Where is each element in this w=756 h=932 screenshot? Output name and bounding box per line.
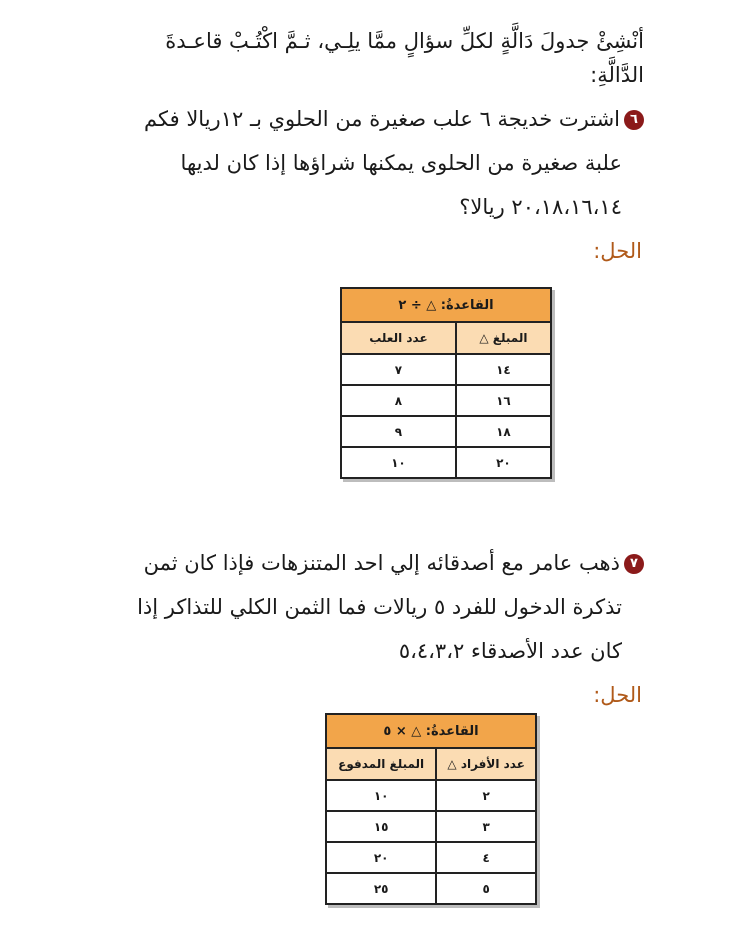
table-cell: ١٥: [326, 811, 436, 842]
table-cell: ٢: [436, 780, 536, 811]
table-cell: ٢٠: [456, 447, 551, 478]
function-table-7: [325, 713, 537, 905]
table-row: [326, 873, 536, 904]
question-6-badge: ٦: [624, 110, 644, 130]
question-6-line-1: [144, 104, 644, 134]
table-row: [326, 780, 536, 811]
table-7-output-header: المبلغ المدفوع: [326, 748, 436, 780]
table-cell: ٣: [436, 811, 536, 842]
question-7-text-1: ذهب عامر مع أصدقائه إلي احد المتنزهات فإذا كان ثمن: [143, 551, 620, 575]
table-cell: ٤: [436, 842, 536, 873]
question-6-line-2: علبة صغيرة من الحلوى يمكنها شراؤها إذا كان لديها: [180, 151, 622, 175]
table-row: [341, 385, 551, 416]
table-row: [341, 354, 551, 385]
table-6-input-header: المبلغ △: [456, 322, 551, 354]
table-7-input-header: عدد الأفراد △: [436, 748, 536, 780]
table-cell: ٢٠: [326, 842, 436, 873]
table-7-rule: القاعدةُ: △ × ٥: [326, 714, 536, 748]
question-7-line-3: كان عدد الأصدقاء ٥،٤،٣،٢: [398, 639, 622, 663]
table-cell: ١٠: [341, 447, 456, 478]
table-6-output-header: عدد العلب: [341, 322, 456, 354]
table-6-rule: القاعدةُ: △ ÷ ٢: [341, 288, 551, 322]
table-cell: ١٠: [326, 780, 436, 811]
table-row: [341, 447, 551, 478]
table-cell: ١٦: [456, 385, 551, 416]
solution-label-2: الحل:: [593, 683, 642, 707]
instruction-line-2: الدَّالَّةِ:: [590, 63, 644, 87]
question-7-line-1: [144, 548, 644, 578]
question-7-badge: ٧: [624, 554, 644, 574]
table-cell: ٨: [341, 385, 456, 416]
table-cell: ١٤: [456, 354, 551, 385]
table-row: [341, 416, 551, 447]
table-cell: ٩: [341, 416, 456, 447]
table-row: [326, 811, 536, 842]
question-6-line-3: ٢٠،١٨،١٦،١٤ ريالا؟: [459, 195, 622, 219]
question-7-line-2: تذكرة الدخول للفرد ٥ ريالات فما الثمن الكلي للتذاكر إذا: [137, 595, 622, 619]
instruction-line-1: أنْشِئْ جدولَ دَالَّةٍ لكلِّ سؤالٍ ممَّا يلِـي، ثـمَّ اكْتُـبْ قاعـدةَ: [165, 29, 644, 53]
question-6-text-1: اشترت خديجة ٦ علب صغيرة من الحلوي بـ ١٢ريالا فكم: [144, 107, 620, 131]
solution-label-1: الحل:: [593, 239, 642, 263]
table-cell: ٢٥: [326, 873, 436, 904]
table-cell: ٧: [341, 354, 456, 385]
function-table-6: [340, 287, 552, 479]
table-cell: ٥: [436, 873, 536, 904]
table-cell: ١٨: [456, 416, 551, 447]
table-row: [326, 842, 536, 873]
